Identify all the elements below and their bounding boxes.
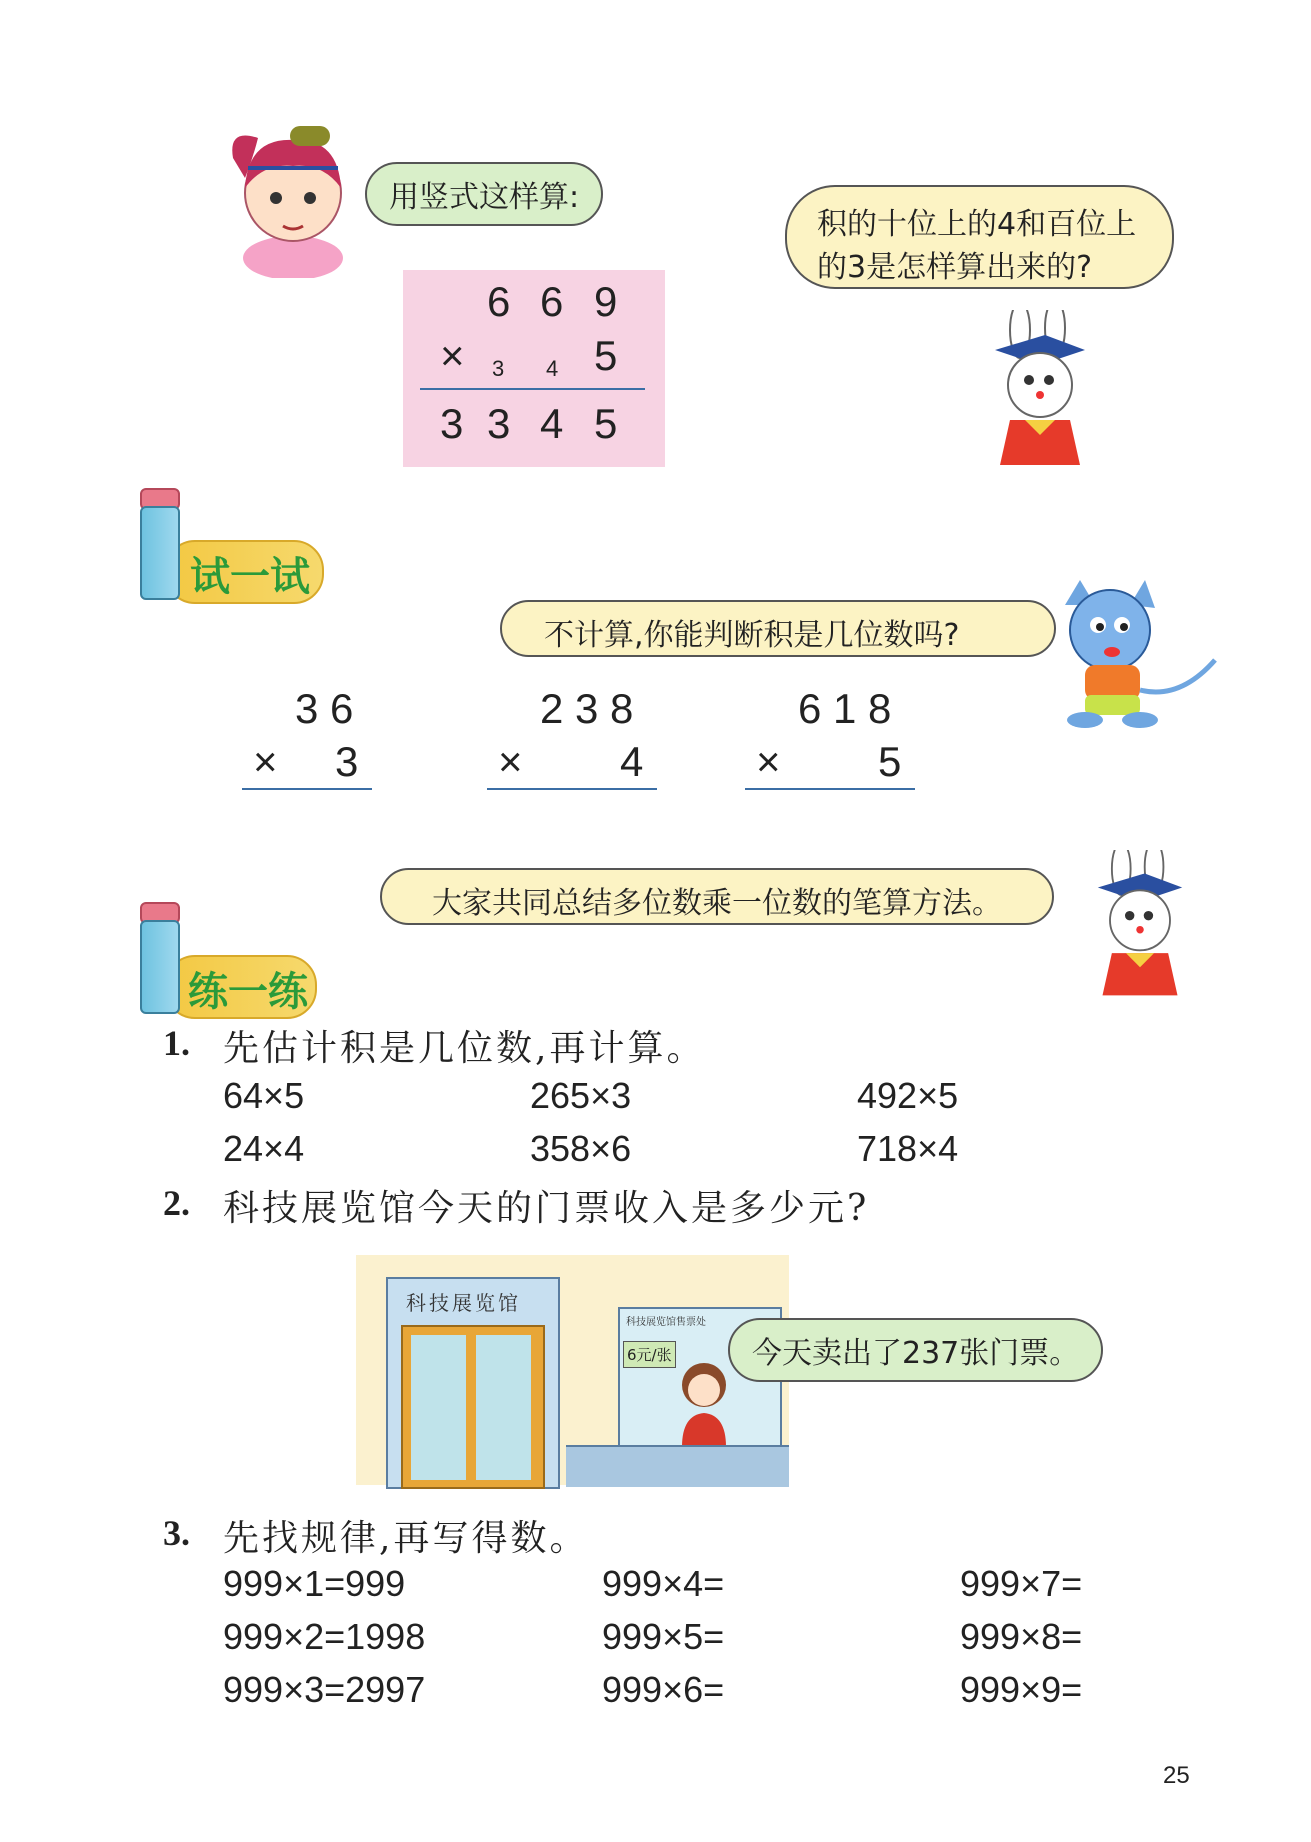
expression: 265×3 [530, 1075, 632, 1116]
rabbit-teacher-illustration [985, 310, 1095, 470]
museum-door-glass [411, 1335, 466, 1480]
expression: 999×4= [602, 1563, 725, 1604]
ticket-window-sign: 科技展览馆售票处 [626, 1317, 706, 1328]
calc-divider [420, 388, 645, 390]
expression: 999×9= [960, 1669, 1083, 1710]
calc-result-digit: 5 [594, 400, 618, 447]
museum-speech-bubble: 今天卖出了237张门票。 [728, 1318, 1103, 1382]
calc-result-digit: 3 [487, 400, 511, 447]
calc-carry-digit: 4 [546, 356, 559, 381]
try-item-top: 2 3 8 [540, 685, 634, 732]
rabbit-teacher-illustration [1085, 850, 1195, 1000]
rabbit-speech-bubble [785, 185, 1174, 289]
expression: 492×5 [857, 1075, 959, 1116]
try-item-times: × [756, 738, 781, 785]
museum-door-glass [476, 1335, 531, 1480]
ticket-seller-illustration [674, 1355, 734, 1447]
expression: 999×7= [960, 1563, 1083, 1604]
try-item-top: 3 6 [295, 685, 354, 732]
calc-top-digit: 6 [487, 278, 511, 325]
expression: 999×6= [602, 1669, 725, 1710]
rabbit-bubble-line2: 的3是怎样算出来的? [817, 250, 1093, 285]
question-text: 先估计积是几位数,再计算。 [223, 1028, 706, 1069]
expression: 999×2=1998 [223, 1616, 426, 1657]
section-title-try: 试一试 [190, 554, 310, 600]
expression: 999×8= [960, 1616, 1083, 1657]
expression: 999×5= [602, 1616, 725, 1657]
cat-speech-bubble: 不计算,你能判断积是几位数吗? [500, 600, 1056, 657]
try-item-multiplier: 3 [335, 738, 359, 785]
try-item-multiplier: 4 [620, 738, 644, 785]
try-item-times: × [253, 738, 278, 785]
calc-result-digit: 3 [440, 400, 464, 447]
expression: 358×6 [530, 1128, 632, 1169]
expression: 999×3=2997 [223, 1669, 426, 1710]
question-number: 1. [163, 1023, 190, 1063]
question-number: 3. [163, 1513, 190, 1553]
calc-result-digit: 4 [540, 400, 564, 447]
expression: 718×4 [857, 1128, 959, 1169]
calc-times-sign: × [440, 332, 465, 379]
try-item-divider [242, 788, 372, 790]
expression: 24×4 [223, 1128, 305, 1169]
girl-speech-bubble: 用竖式这样算: [365, 162, 603, 226]
summary-speech-bubble: 大家共同总结多位数乘一位数的笔算方法。 [380, 868, 1054, 925]
section-title-practice: 练一练 [188, 969, 308, 1015]
try-item-multiplier: 5 [878, 738, 902, 785]
blue-cat-illustration [1040, 580, 1220, 730]
ticket-price-sign: 6元/张 [623, 1341, 676, 1368]
calc-carry-digit: 3 [492, 356, 505, 381]
museum-sign: 科技展览馆 [406, 1291, 521, 1315]
try-item-divider [487, 788, 657, 790]
expression: 64×5 [223, 1075, 305, 1116]
pencil-mascot-icon [140, 506, 180, 600]
question-number: 2. [163, 1183, 190, 1223]
calc-top-digit: 6 [540, 278, 564, 325]
girl-illustration [228, 118, 358, 278]
pencil-mascot-icon [140, 920, 180, 1014]
counter-wall [566, 1445, 789, 1487]
try-item-times: × [498, 738, 523, 785]
expression: 999×1=999 [223, 1563, 406, 1604]
museum-illustration [356, 1255, 789, 1485]
question-text: 科技展览馆今天的门票收入是多少元? [223, 1188, 870, 1229]
try-item-top: 6 1 8 [798, 685, 892, 732]
page-number: 25 [1163, 1762, 1190, 1789]
calc-multiplier: 5 [594, 332, 618, 379]
try-item-divider [745, 788, 915, 790]
question-text: 先找规律,再写得数。 [223, 1518, 589, 1559]
rabbit-bubble-line1: 积的十位上的4和百位上 [817, 207, 1137, 242]
calc-top-digit: 9 [594, 278, 618, 325]
